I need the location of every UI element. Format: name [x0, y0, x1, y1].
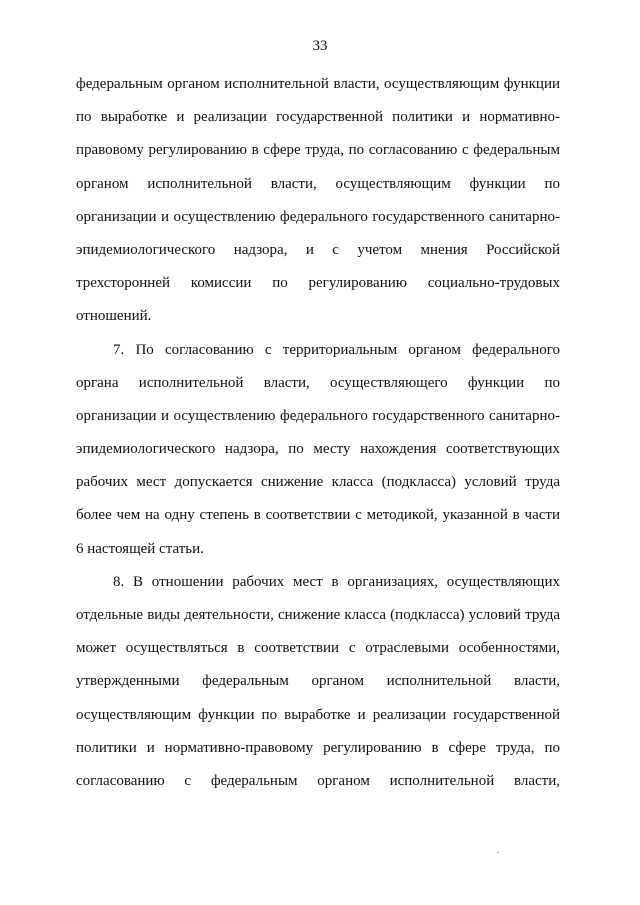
text-line: эпидемиологического надзора, по месту нахождения соответствующих	[76, 441, 560, 458]
text-line: согласованию с федеральным органом исполнительной власти,	[76, 772, 560, 789]
paragraph	[76, 340, 560, 559]
text-line: более чем на одну степень в соответствии с методикой, указанной в части	[76, 507, 560, 524]
text-line: отношений.	[76, 308, 152, 325]
text-line: по выработке и реализации государственной политики и нормативно-	[76, 109, 560, 126]
text-line: может осуществляться в соответствии с отраслевыми особенностями,	[76, 640, 560, 657]
document-body	[76, 74, 560, 804]
text-line: отдельные виды деятельности, снижение класса (подкласса) условий труда	[76, 607, 560, 623]
text-line: 8. В отношении рабочих мест в организациях, осуществляющих	[113, 573, 560, 590]
text-line: правовому регулированию в сфере труда, по согласованию с федеральным	[76, 142, 560, 159]
text-line: 6 настоящей статьи.	[76, 540, 204, 557]
text-line: рабочих мест допускается снижение класса (подкласса) условий труда	[76, 474, 560, 491]
text-line: политики и нормативно-правовому регулированию в сфере труда, по	[76, 739, 560, 756]
text-line: утвержденными федеральным органом исполнительной власти,	[76, 673, 560, 690]
text-line: организации и осуществлению федерального государственного санитарно-	[76, 208, 560, 225]
text-line: федеральным органом исполнительной власти, осуществляющим функции	[76, 76, 560, 92]
paragraph	[76, 74, 560, 326]
text-line: трехсторонней комиссии по регулированию социально-трудовых	[76, 275, 560, 292]
text-line: осуществляющим функции по выработке и реализации государственной	[76, 706, 560, 723]
paragraph	[76, 572, 560, 791]
page-number: 33	[312, 38, 328, 54]
text-line: 7. По согласованию с территориальным органом федерального	[113, 341, 560, 358]
text-line: организации и осуществлению федерального государственного санитарно-	[76, 407, 560, 424]
scan-speck	[497, 852, 499, 853]
text-line: органом исполнительной власти, осуществляющим функции по	[76, 175, 560, 192]
text-line: эпидемиологического надзора, и с учетом мнения Российской	[76, 241, 560, 258]
text-line: органа исполнительной власти, осуществляющего функции по	[76, 374, 560, 391]
